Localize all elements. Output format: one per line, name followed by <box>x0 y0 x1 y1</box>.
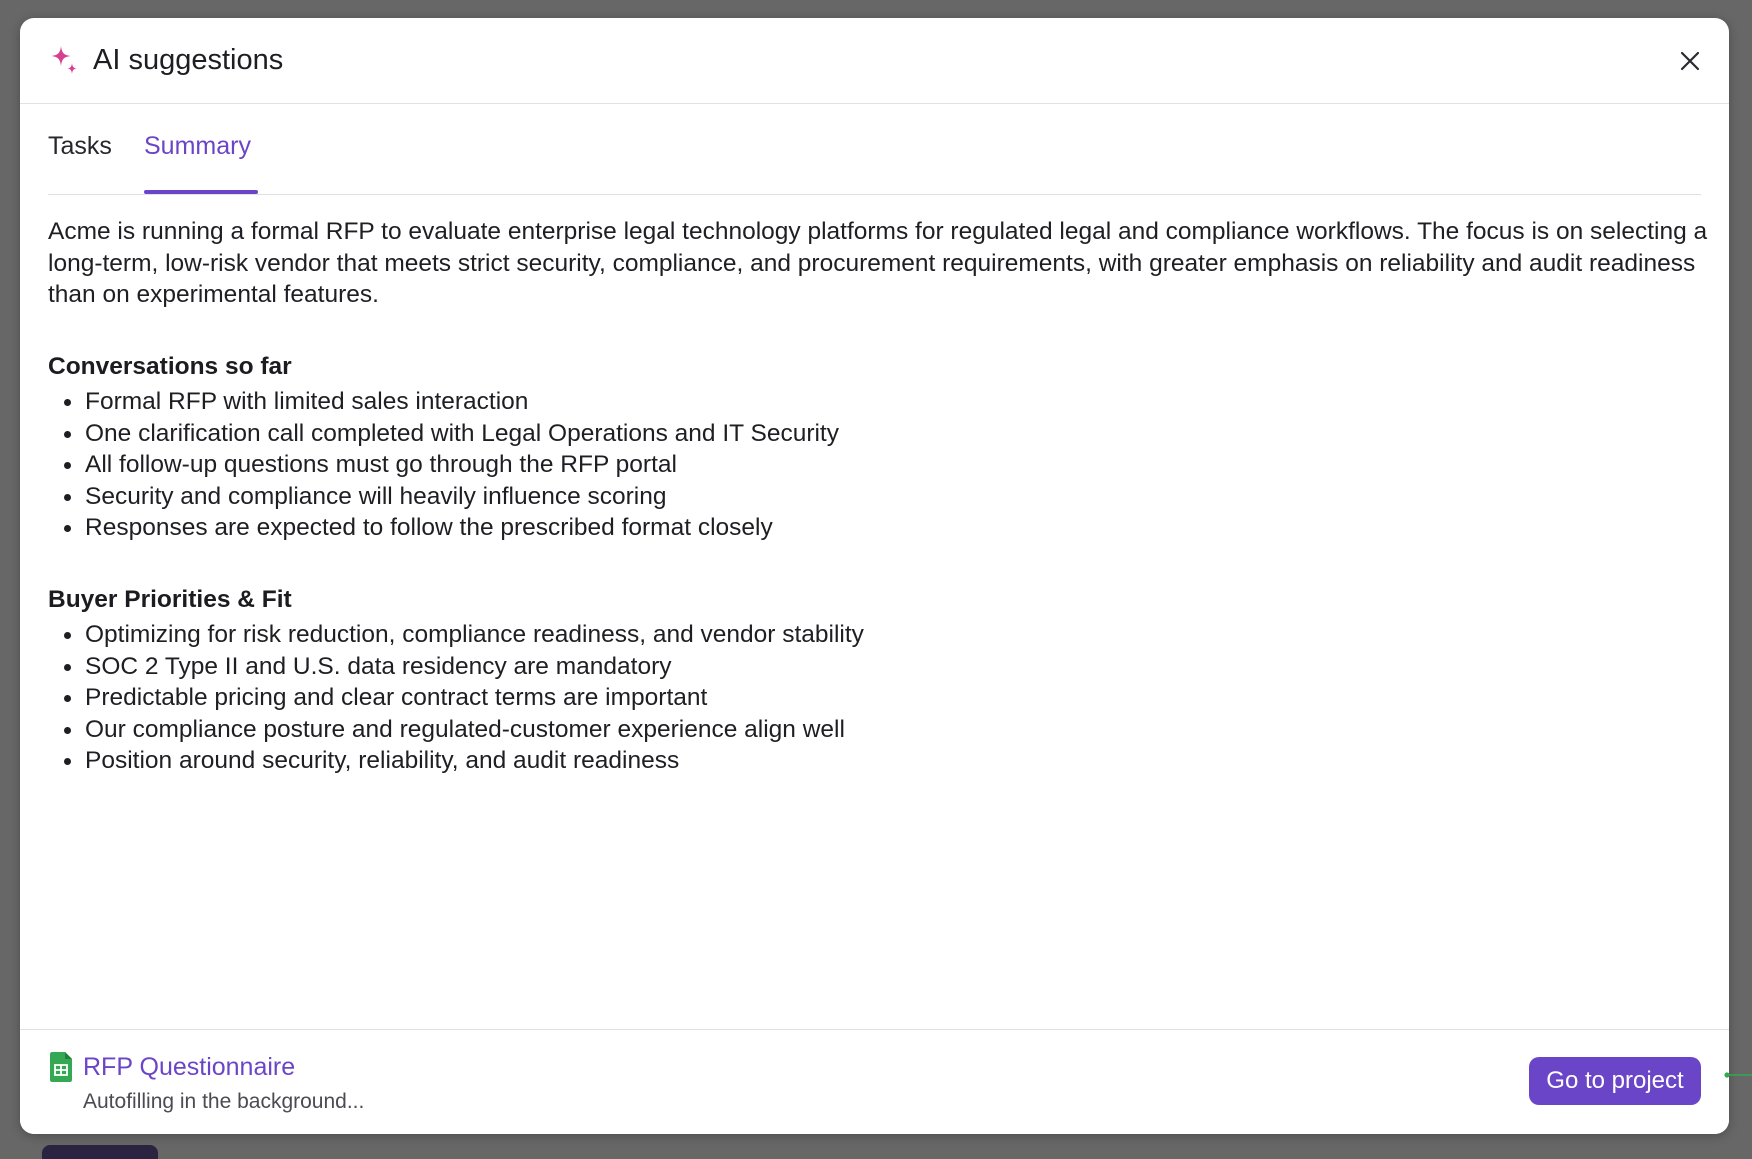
summary-content <box>48 216 1708 777</box>
tab-bar <box>48 104 1701 195</box>
section-heading-priorities: Buyer Priorities & Fit <box>48 585 292 613</box>
list-item: Predictable pricing and clear contract terms are important <box>85 682 1708 714</box>
list-item: Optimizing for risk reduction, compliance readiness, and vendor stability <box>85 619 1708 651</box>
priorities-list <box>48 619 1708 777</box>
connector-dot-icon <box>1724 1072 1752 1078</box>
background-tab <box>42 1145 158 1159</box>
dialog-footer <box>20 1029 1729 1134</box>
section-heading-conversations: Conversations so far <box>48 352 292 380</box>
list-item: SOC 2 Type II and U.S. data residency are mandatory <box>85 651 1708 683</box>
sparkle-icon <box>48 44 82 78</box>
summary-intro: Acme is running a formal RFP to evaluate enterprise legal technology platforms for regulated legal and compliance workflows. The focus is on selecting a long-term, low-risk vendor that meets strict security, compliance, and procurement requirements, with greater emphasis on reliability and audit readiness than on experimental features. <box>48 218 1708 308</box>
project-link[interactable]: RFP Questionnaire <box>83 1053 296 1081</box>
dialog-title: AI suggestions <box>93 44 284 76</box>
conversations-list <box>48 386 1708 544</box>
go-to-project-button[interactable]: Go to project <box>1529 1057 1701 1105</box>
list-item: All follow-up questions must go through the RFP portal <box>85 449 1708 481</box>
tab-tasks[interactable]: Tasks <box>48 132 112 160</box>
tab-summary[interactable]: Summary <box>144 104 258 193</box>
project-status: Autofilling in the background... <box>83 1090 365 1113</box>
list-item: Formal RFP with limited sales interaction <box>85 386 1708 418</box>
list-item: Our compliance posture and regulated-customer experience align well <box>85 714 1708 746</box>
list-item: Position around security, reliability, and audit readiness <box>85 745 1708 777</box>
ai-suggestions-dialog <box>20 18 1729 1134</box>
list-item: Responses are expected to follow the prescribed format closely <box>85 512 1708 544</box>
spreadsheet-icon <box>50 1052 72 1082</box>
dialog-header <box>20 18 1729 104</box>
list-item: Security and compliance will heavily influence scoring <box>85 481 1708 513</box>
list-item: One clarification call completed with Legal Operations and IT Security <box>85 418 1708 450</box>
close-icon[interactable] <box>1673 44 1707 78</box>
